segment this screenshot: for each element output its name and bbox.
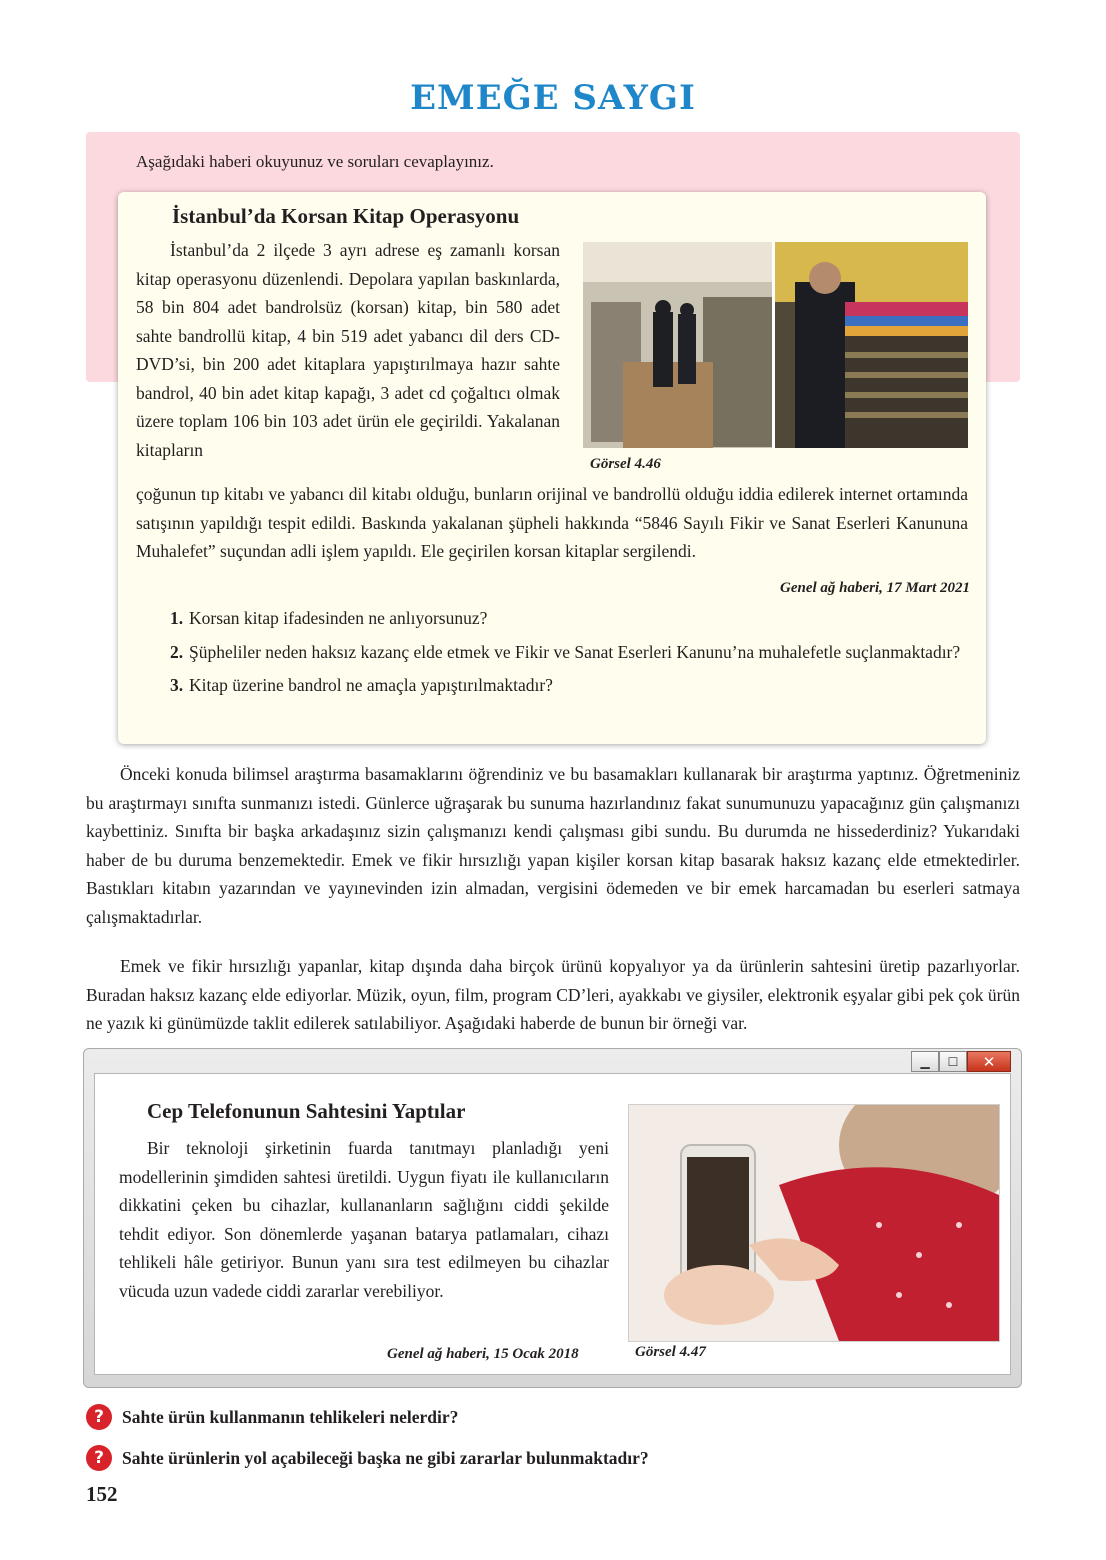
- question-number: 1.: [170, 608, 184, 628]
- question-text: Kitap üzerine bandrol ne amaçla yapıştırılmaktadır?: [189, 675, 553, 695]
- question-item: [170, 604, 970, 633]
- question-item: [170, 671, 970, 700]
- news-title: İstanbul’da Korsan Kitap Operasyonu: [172, 204, 520, 228]
- activity-instruction: Aşağıdaki haberi okuyunuz ve soruları cevaplayınız.: [136, 152, 494, 171]
- question-text: Şüpheliler neden haksız kazanç elde etmek ve Fikir ve Sanat Eserleri Kanunu’na muhalefetle suçlanmaktadır?: [189, 641, 961, 662]
- news-source: Genel ağ haberi, 17 Mart 2021: [779, 580, 970, 596]
- question-mark-icon: ?: [86, 1404, 112, 1430]
- phone-photo-illustration: [629, 1105, 999, 1341]
- minimize-icon[interactable]: ▁: [911, 1051, 939, 1072]
- question-list: [170, 604, 970, 705]
- final-question-text: Sahte ürünlerin yol açabileceği başka ne gibi zararlar bulunmaktadır?: [122, 1447, 649, 1468]
- question-mark-icon: ?: [86, 1445, 112, 1471]
- question-number: 3.: [170, 675, 184, 695]
- question-text: Korsan kitap ifadesinden ne anlıyorsunuz?: [189, 608, 488, 628]
- raid-photo: [583, 242, 968, 448]
- photo-caption-4-46: Görsel 4.46: [590, 456, 661, 472]
- news-text-full-width: çoğunun tıp kitabı ve yabancı dil kitabı olduğu, bunların orijinal ve bandrollü olduğu iddia edilerek internet ortamında satışının yapıldığı tespit edildi. Baskında yakalanan şüpheli hakkında “5846 Sayılı Fikir ve Sanat Eserleri Kanununa Muhalefet” suçundan adli işlem yapıldı. Ele geçirilen korsan kitaplar sergilendi.: [136, 484, 968, 561]
- news-card-piracy: [118, 192, 986, 744]
- close-icon[interactable]: ✕: [967, 1051, 1011, 1072]
- news-window: [83, 1048, 1022, 1388]
- news-title: Cep Telefonunun Sahtesini Yaptılar: [147, 1099, 466, 1123]
- news-text-beside-photo: İstanbul’da 2 ilçede 3 ayrı adrese eş zamanlı korsan kitap operasyonu düzenlendi. Depolara yapılan baskınlarda, 58 bin 804 adet bandrolsüz (korsan) kitap, bin 580 adet sahte bandrollü kitap, 4 bin 519 adet yabancı dil ders CD-DVD’si, bin 200 adet kitaplara yapıştırılmaya hazır sahte bandrol, 40 bin adet kitap kapağı, 3 adet cd çoğaltıcı olmak üzere toplam 106 bin 103 adet ürün ele geçirildi. Yakalanan kitapların: [136, 240, 560, 460]
- news-text: Bir teknoloji şirketinin fuarda tanıtmayı planladığı yeni modellerinin şimdiden sahtesi üretildi. Uygun fiyatı ile kullanıcıların dikkatini çeken bu cihazlar, kullananların sağlığını ciddi şekilde tehdit ediyor. Son dönemlerde yaşanan batarya patlamaları, cihazı tehlikeli hâle getiriyor. Bunun yanı sıra test edilmeyen bu cihazlar vücuda uzun vadede ciddi zararlar verebiliyor.: [119, 1138, 609, 1301]
- page-title: EMEĞE SAYGI: [410, 78, 696, 118]
- question-item: [170, 638, 970, 667]
- question-number: 2.: [170, 641, 184, 662]
- final-question: [86, 1404, 458, 1430]
- final-question-text: Sahte ürün kullanmanın tehlikeleri nelerdir?: [122, 1406, 459, 1427]
- page-number: 152: [86, 1482, 118, 1506]
- phone-photo: [628, 1104, 1000, 1342]
- photo-caption-4-47: Görsel 4.47: [635, 1344, 706, 1360]
- maximize-icon[interactable]: ☐: [939, 1051, 967, 1072]
- window-controls: [911, 1051, 1011, 1072]
- paragraph-1: Önceki konuda bilimsel araştırma basamaklarını öğrendiniz ve bu basamakları kullanarak bir araştırma yaptınız. Öğretmeniniz bu araştırmayı sınıfta sunmanızı istedi. Günlerce uğraşarak bu sunuma hazırlandınız fakat sunumunuzu yapacağınız gün çalışmanızı kaybettiniz. Sınıfta bir başka arkadaşınız sizin çalışmanızı kendi çalışması gibi sundu. Bu durumda ne hissederdiniz? Yukarıdaki haber de bu duruma benzemektedir. Emek ve fikir hırsızlığı yapan kişiler korsan kitap basarak haksız kazanç elde etmektedirler. Bastıkları kitabın yazarından ve yayınevinden izin almadan, vergisini ödemeden ve bir emek harcamadan bu eserleri satmaya çalışmaktadırlar.: [86, 764, 1020, 927]
- raid-photo-illustration: [583, 242, 968, 448]
- window-content: [94, 1073, 1011, 1375]
- news-source: Genel ağ haberi, 15 Ocak 2018: [387, 1346, 579, 1362]
- final-question: [86, 1445, 649, 1471]
- paragraph-2: Emek ve fikir hırsızlığı yapanlar, kitap dışında daha birçok ürünü kopyalıyor ya da ürünlerin sahtesini üretip pazarlıyorlar. Buradan haksız kazanç elde ediyorlar. Müzik, oyun, film, program CD’leri, ayakkabı ve giysiler, elektronik eşyalar gibi pek çok ürün ne yazık ki günümüzde taklit edilerek satılabiliyor. Aşağıdaki haberde de bunun bir örneği var.: [86, 956, 1020, 1033]
